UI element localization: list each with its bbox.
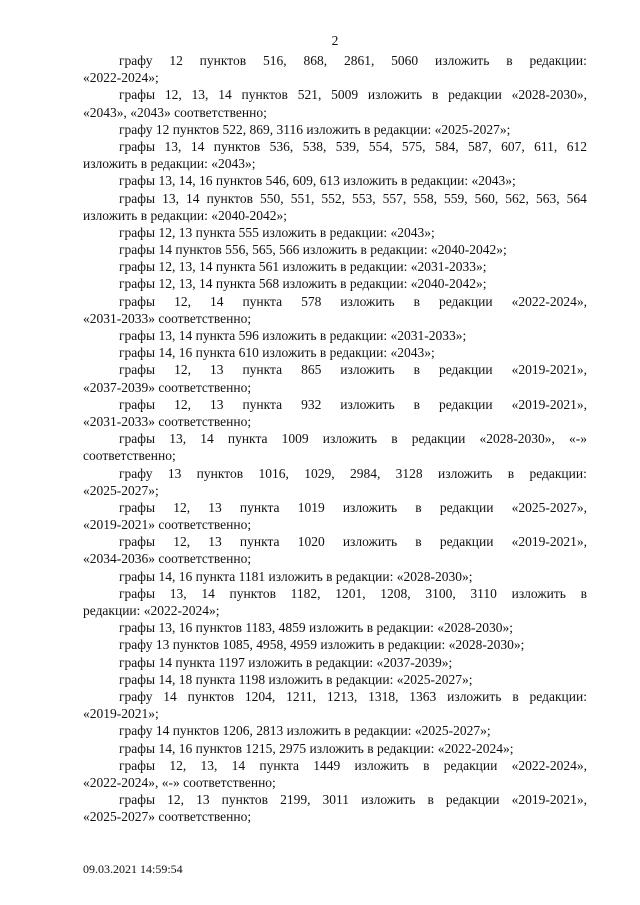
text-line: графы 13, 14 пунктов 536, 538, 539, 554, 575, 584, 587, 607, 611, 612 bbox=[119, 138, 587, 154]
text-line: «2043», «2043» соответственно; bbox=[83, 104, 267, 120]
text-line: «2019-2021»; bbox=[83, 706, 159, 722]
text-line: графы 13, 16 пунктов 1183, 4859 изложить в редакции: «2028-2030»; bbox=[119, 620, 513, 636]
text-line: графы 14, 18 пункта 1198 изложить в редакции: «2025-2027»; bbox=[119, 671, 473, 687]
text-line: редакции: «2022-2024»; bbox=[83, 603, 220, 618]
text-line: графы 12, 13, 14 пункта 561 изложить в редакции: «2031-2033»; bbox=[119, 259, 487, 275]
text-line: графы 14, 16 пункта 610 изложить в редакции: «2043»; bbox=[119, 345, 435, 361]
text-line: графы 13, 14, 16 пунктов 546, 609, 613 изложить в редакции: «2043»; bbox=[119, 173, 516, 189]
text-line: «2031-2033» соответственно; bbox=[83, 413, 252, 429]
text-line: «2025-2027» соответственно; bbox=[83, 809, 252, 825]
text-line: графу 13 пунктов 1085, 4958, 4959 изложить в редакции: «2028-2030»; bbox=[119, 637, 525, 653]
text-line: графы 12, 13 пункта 932 изложить в редакции «2019-2021», bbox=[119, 396, 587, 412]
text-line: графы 12, 14 пункта 578 изложить в редакции «2022-2024», bbox=[119, 293, 587, 309]
text-line: графы 12, 13 пункта 555 изложить в редакции: «2043»; bbox=[119, 224, 435, 240]
text-line: графу 12 пунктов 522, 869, 3116 изложить в редакции: «2025-2027»; bbox=[119, 121, 511, 137]
text-line: графы 14, 16 пунктов 1215, 2975 изложить в редакции: «2022-2024»; bbox=[119, 740, 514, 756]
page-number: 2 bbox=[331, 33, 339, 48]
text-line: графу 12 пунктов 516, 868, 2861, 5060 изложить в редакции: bbox=[119, 53, 587, 68]
text-line: графу 14 пунктов 1206, 2813 изложить в редакции: «2025-2027»; bbox=[119, 723, 491, 739]
text-line: изложить в редакции: «2043»; bbox=[83, 156, 256, 172]
text-line: «2037-2039» соответственно; bbox=[83, 379, 252, 395]
text-line: «2022-2024», «-» соответственно; bbox=[83, 774, 276, 790]
text-line: графы 12, 13 пункта 1019 изложить в редакции «2025-2027», bbox=[119, 499, 587, 515]
text-line: графы 12, 13 пунктов 2199, 3011 изложить в редакции «2019-2021», bbox=[119, 792, 587, 808]
text-line: графы 12, 13, 14 пункта 568 изложить в редакции: «2040-2042»; bbox=[119, 276, 487, 292]
text-line: графы 14 пункта 1197 изложить в редакции: «2037-2039»; bbox=[119, 654, 453, 670]
text-line: графы 12, 13, 14 пункта 1449 изложить в редакции «2022-2024», bbox=[119, 757, 587, 773]
text-line: графы 13, 14 пунктов 550, 551, 552, 553, 557, 558, 559, 560, 562, 563, 564 bbox=[119, 190, 587, 206]
text-line: графы 13, 14 пунктов 1182, 1201, 1208, 3100, 3110 изложить в bbox=[119, 585, 587, 601]
text-line: графу 14 пунктов 1204, 1211, 1213, 1318, 1363 изложить в редакции: bbox=[119, 688, 587, 704]
text-line: графы 12, 13 пункта 1020 изложить в редакции «2019-2021», bbox=[119, 534, 587, 550]
text-line: графы 13, 14 пункта 1009 изложить в редакции «2028-2030», «-» bbox=[119, 431, 587, 447]
text-line: графы 14 пунктов 556, 565, 566 изложить в редакции: «2040-2042»; bbox=[119, 242, 507, 258]
text-line: «2031-2033» соответственно; bbox=[83, 310, 252, 326]
text-line: графы 13, 14 пункта 596 изложить в редакции: «2031-2033»; bbox=[119, 328, 467, 343]
text-line: графы 12, 13 пункта 865 изложить в редакции «2019-2021», bbox=[119, 362, 587, 378]
text-line: графу 13 пунктов 1016, 1029, 2984, 3128 изложить в редакции: bbox=[119, 465, 587, 481]
text-line: соответственно; bbox=[83, 448, 176, 464]
text-line: «2019-2021» соответственно; bbox=[83, 517, 252, 533]
text-line: «2025-2027»; bbox=[83, 482, 159, 498]
footer-timestamp: 09.03.2021 14:59:54 bbox=[83, 862, 183, 876]
text-line: «2022-2024»; bbox=[83, 70, 159, 86]
text-line: графы 14, 16 пункта 1181 изложить в редакции: «2028-2030»; bbox=[119, 568, 473, 584]
text-line: изложить в редакции: «2040-2042»; bbox=[83, 207, 287, 223]
text-line: графы 12, 13, 14 пунктов 521, 5009 изложить в редакции «2028-2030», bbox=[119, 87, 587, 103]
document-body bbox=[83, 52, 587, 825]
text-line: «2034-2036» соответственно; bbox=[83, 551, 252, 567]
